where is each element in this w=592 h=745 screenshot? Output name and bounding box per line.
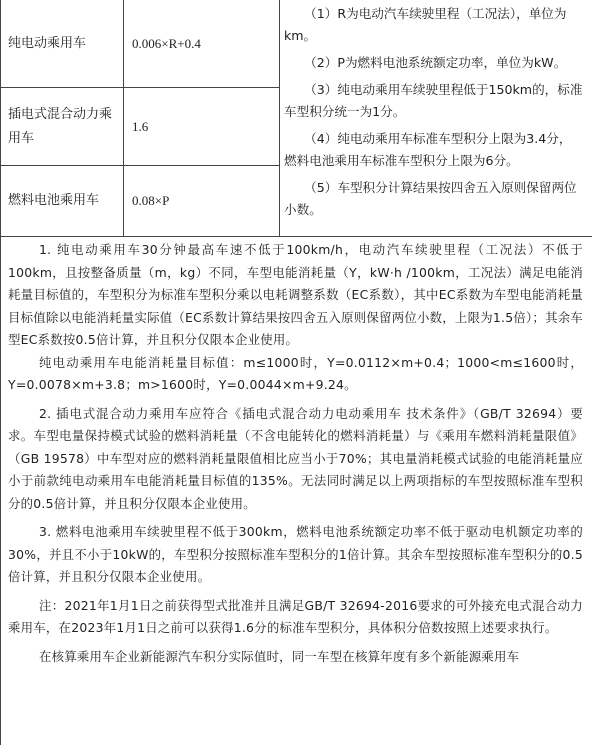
paragraph-bev-target: 纯电动乘用车电能消耗量目标值：m≤1000时，Y=0.0112×m+0.4；1000<m≤1600时，Y=0.0078×m+3.8；m>1600时，Y=0.0044×m+9.24。 <box>8 354 583 392</box>
table-note: （4）纯电动乘用车标准车型积分上限为3.4分，燃料电池乘用车标准车型积分上限为6分。 <box>284 131 572 168</box>
table-note: （2）P为燃料电池系统额定功率，单位为kW。 <box>304 55 567 70</box>
paragraph-bev: 1. 纯电动乘用车30分钟最高车速不低于100km/h，电动汽车续驶里程（工况法）不低于100km，且按整备质量（m，kg）不同，车型电能消耗量（Y，kW·h /100km，工况法）满足电能消耗量目标值的，车型积分为标准车型积分乘以电耗调整系数（EC系数），其中EC系数为车型电能消耗量目标值除以电能消耗量实际值（EC系数计算结果按四舍五入原则保留两位小数，上限为1.5倍）；其余车型EC系数按0.5倍计算，并且积分仅限本企业使用。 <box>8 242 583 347</box>
formula-cell <box>124 0 280 88</box>
vehicle-type-cell <box>0 88 124 166</box>
vehicle-type-cell <box>0 0 124 88</box>
body-text <box>0 236 592 745</box>
vehicle-type-label: 纯电动乘用车 <box>8 35 87 51</box>
formula-value: 1.6 <box>132 118 149 134</box>
vehicle-type-label: 插电式混合动力乘用车 <box>8 106 113 146</box>
formula-value: 0.006×R+0.4 <box>132 35 201 51</box>
table-note: （5）车型积分计算结果按四舍五入原则保留两位小数。 <box>284 180 577 217</box>
table-note: （1）R为电动汽车续驶里程（工况法），单位为km。 <box>284 6 567 43</box>
paragraph-fcev: 3. 燃料电池乘用车续驶里程不低于300km，燃料电池系统额定功率不低于驱动电机额定功率的30%，并且不小于10kW的，车型积分按照标准车型积分的1倍计算。其余车型按照标准车型积分的0.5倍计算，并且积分仅限本企业使用。 <box>8 524 583 584</box>
formula-cell <box>124 88 280 166</box>
vehicle-type-label: 燃料电池乘用车 <box>8 193 100 208</box>
formula-cell <box>124 166 280 236</box>
formula-value: 0.08×P <box>132 193 170 208</box>
paragraph-accounting: 在核算乘用车企业新能源汽车积分实际值时，同一车型在核算年度有多个新能源乘用车 <box>39 648 520 664</box>
paragraph-phev: 2. 插电式混合动力乘用车应符合《插电式混合动力电动乘用车 技术条件》（GB/T 32694）要求。车型电量保持模式试验的燃料消耗量（不含电能转化的燃料消耗量）与《乘用车燃料消耗量限值》（GB 19578）中车型对应的燃料消耗量限值相比应当小于70%；其电量消耗模式试验的电能消耗量应小于前款纯电动乘用车电能消耗量目标值的135%。无法同时满足以上两项指标的车型按照标准车型积分的0.5倍计算，并且积分仅限本企业使用。 <box>8 405 583 511</box>
credit-table <box>0 0 592 236</box>
paragraph-note: 注：2021年1月1日之前获得型式批准并且满足GB/T 32694-2016要求的可外接充电式混合动力乘用车，在2023年1月1日之前可以获得1.6分的标准车型积分，具体积分倍数按照上述要求执行。 <box>8 597 583 635</box>
notes-cell <box>280 0 592 236</box>
vehicle-type-cell <box>0 166 124 236</box>
table-note: （3）纯电动乘用车续驶里程低于150km的，标准车型积分统一为1分。 <box>284 82 583 119</box>
